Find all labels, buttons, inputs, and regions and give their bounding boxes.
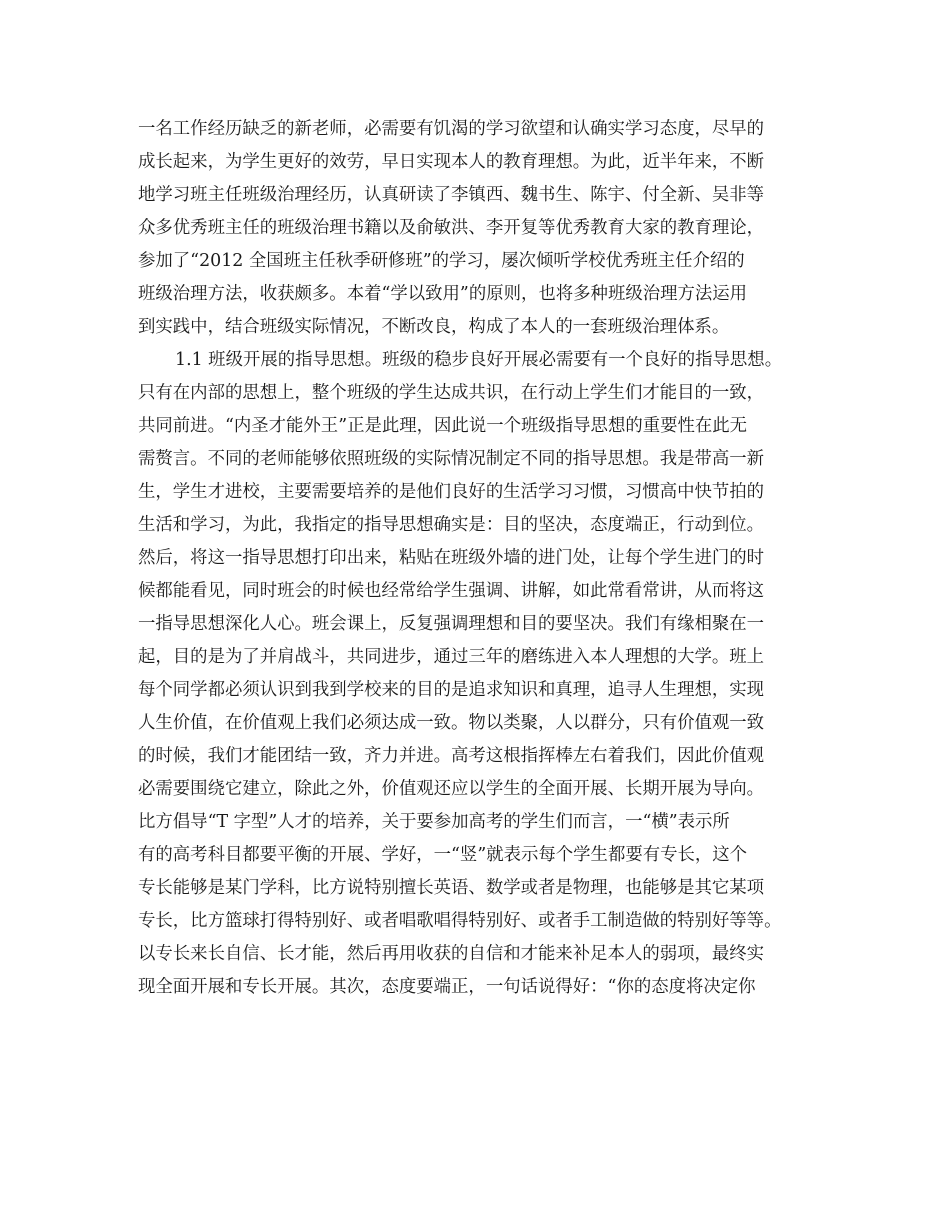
text-line: 比方倡导“T 字型”人才的培养，关于要参加高考的学生们而言，一“横”表示所 <box>138 812 730 832</box>
text-line: 成长起来，为学生更好的效劳，早日实现本人的教育理想。为此，近半年来，不断 <box>138 152 765 172</box>
section-heading-line: 1.1 班级开展的指导思想。班级的稳步良好开展必需要有一个良好的指导思想。 <box>175 350 783 370</box>
text-line: 共同前进。“内圣才能外王”正是此理，因此说一个班级指导思想的重要性在此无 <box>138 416 748 436</box>
text-line: 起，目的是为了并肩战斗，共同进步，通过三年的磨练进入本人理想的大学。班上 <box>138 647 765 667</box>
text-line: 专长，比方篮球打得特别好、或者唱歌唱得特别好、或者手工制造做的特别好等等。 <box>138 911 782 931</box>
text-line: 的时候，我们才能团结一致，齐力并进。高考这根指挥棒左右着我们，因此价值观 <box>138 746 765 766</box>
text-line: 必需要围绕它建立，除此之外，价值观还应以学生的全面开展、长期开展为导向。 <box>138 779 765 799</box>
text-line: 专长能够是某门学科，比方说特别擅长英语、数学或者是物理，也能够是其它某项 <box>138 878 765 898</box>
text-line: 众多优秀班主任的班级治理书籍以及俞敏洪、李开复等优秀教育大家的教育理论， <box>138 218 765 238</box>
text-line: 生，学生才进校，主要需要培养的是他们良好的生活学习习惯，习惯高中快节拍的 <box>138 482 765 502</box>
text-line: 每个同学都必须认识到我到学校来的目的是追求知识和真理，追寻人生理想，实现 <box>138 680 765 700</box>
text-line: 有的高考科目都要平衡的开展、学好，一“竖”就表示每个学生都要有专长，这个 <box>138 845 748 865</box>
text-line: 一名工作经历缺乏的新老师，必需要有饥渴的学习欲望和认确实学习态度，尽早的 <box>138 119 765 139</box>
text-line: 到实践中，结合班级实际情况，不断改良，构成了本人的一套班级治理体系。 <box>138 317 730 337</box>
text-line: 人生价值，在价值观上我们必须达成一致。物以类聚，人以群分，只有价值观一致 <box>138 713 765 733</box>
text-line: 现全面开展和专长开展。其次，态度要端正，一句话说得好：“你的态度将决定你 <box>138 977 756 997</box>
text-line: 然后，将这一指导思想打印出来，粘贴在班级外墙的进门处，让每个学生进门的时 <box>138 548 765 568</box>
body-text <box>138 113 838 1004</box>
text-line: 地学习班主任班级治理经历，认真研读了李镇西、魏书生、陈宇、付全新、吴非等 <box>138 185 765 205</box>
text-line: 需赘言。不同的老师能够依照班级的实际情况制定不同的指导思想。我是带高一新 <box>138 449 765 469</box>
text-line: 参加了“2012 全国班主任秋季研修班”的学习，屡次倾听学校优秀班主任介绍的 <box>138 251 745 271</box>
text-line: 班级治理方法，收获颇多。本着“学以致用”的原则，也将多种班级治理方法运用 <box>138 284 748 304</box>
text-line: 候都能看见，同时班会的时候也经常给学生强调、讲解，如此常看常讲，从而将这 <box>138 581 765 601</box>
text-line: 生活和学习，为此，我指定的指导思想确实是：目的坚决，态度端正，行动到位。 <box>138 515 765 535</box>
text-line: 只有在内部的思想上，整个班级的学生达成共识，在行动上学生们才能目的一致， <box>138 383 765 403</box>
text-line: 一指导思想深化人心。班会课上，反复强调理想和目的要坚决。我们有缘相聚在一 <box>138 614 765 634</box>
text-line: 以专长来长自信、长才能，然后再用收获的自信和才能来补足本人的弱项，最终实 <box>138 944 765 964</box>
